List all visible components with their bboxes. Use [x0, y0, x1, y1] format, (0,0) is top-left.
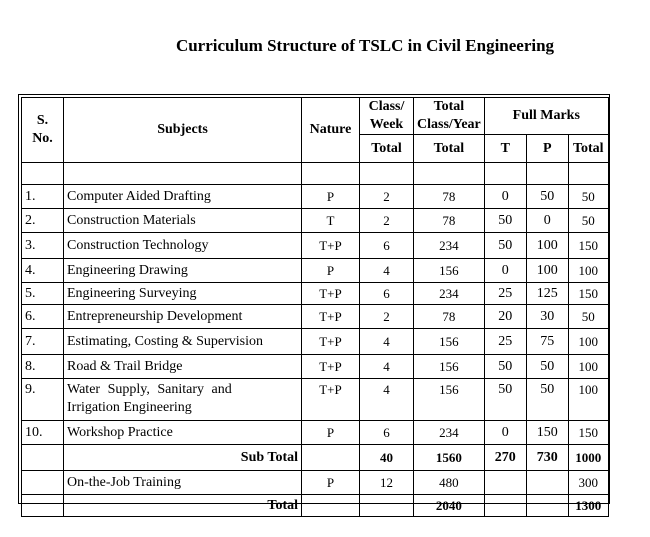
cell-week: 6	[360, 233, 414, 259]
curriculum-table	[21, 97, 609, 517]
cell-week: 2	[360, 209, 414, 233]
cell-t: 0	[484, 421, 526, 445]
header-sno: S. No.	[22, 98, 64, 163]
header-year-total: Total	[414, 135, 485, 163]
cell-sno: 6.	[22, 305, 64, 329]
cell-t: 50	[484, 209, 526, 233]
header-full-marks: Full Marks	[484, 98, 608, 135]
cell-p: 100	[526, 233, 568, 259]
cell-t: 25	[484, 283, 526, 305]
grand-total-year: 2040	[414, 495, 485, 517]
cell-sno: 1.	[22, 185, 64, 209]
cell-sno: 3.	[22, 233, 64, 259]
cell-nature: T+P	[302, 329, 360, 355]
cell-sno: 5.	[22, 283, 64, 305]
cell-p: 0	[526, 209, 568, 233]
cell-t: 25	[484, 329, 526, 355]
cell-year: 234	[414, 233, 485, 259]
cell-subject: Computer Aided Drafting	[64, 185, 302, 209]
cell-year: 156	[414, 259, 485, 283]
cell-nature: T+P	[302, 233, 360, 259]
cell-week: 2	[360, 305, 414, 329]
cell-subject: Construction Materials	[64, 209, 302, 233]
cell-week: 4	[360, 355, 414, 379]
cell-nature: T	[302, 209, 360, 233]
ojt-row	[22, 471, 609, 495]
grand-total-marks: 1300	[568, 495, 608, 517]
header-marks-total: Total	[568, 135, 608, 163]
document-title: Curriculum Structure of TSLC in Civil Engineering	[175, 36, 555, 55]
subtotal-year: 1560	[414, 445, 485, 471]
table-row	[22, 355, 609, 379]
table-row	[22, 305, 609, 329]
cell-p: 150	[526, 421, 568, 445]
cell-p: 75	[526, 329, 568, 355]
cell-week: 2	[360, 185, 414, 209]
cell-total: 100	[568, 379, 608, 421]
cell-t: 50	[484, 379, 526, 421]
cell-sno: 8.	[22, 355, 64, 379]
table-row	[22, 259, 609, 283]
cell-t: 50	[484, 233, 526, 259]
subtotal-p: 730	[526, 445, 568, 471]
table-row	[22, 379, 609, 421]
cell-p: 50	[526, 379, 568, 421]
ojt-total: 300	[568, 471, 608, 495]
cell-sno: 10.	[22, 421, 64, 445]
table-row	[22, 421, 609, 445]
ojt-subject: On-the-Job Training	[64, 471, 302, 495]
ojt-week: 12	[360, 471, 414, 495]
ojt-year: 480	[414, 471, 485, 495]
cell-p: 30	[526, 305, 568, 329]
ojt-nature: P	[302, 471, 360, 495]
cell-total: 100	[568, 329, 608, 355]
cell-week: 4	[360, 329, 414, 355]
cell-t: 0	[484, 259, 526, 283]
cell-year: 234	[414, 421, 485, 445]
subtotal-week: 40	[360, 445, 414, 471]
cell-p: 50	[526, 355, 568, 379]
cell-subject	[64, 379, 302, 421]
header-p: P	[526, 135, 568, 163]
cell-week: 6	[360, 283, 414, 305]
header-row-1	[22, 98, 609, 135]
cell-p: 100	[526, 259, 568, 283]
grand-total-label: Total	[64, 495, 302, 517]
cell-t: 20	[484, 305, 526, 329]
cell-year: 78	[414, 209, 485, 233]
header-class-week: Class/ Week	[360, 98, 414, 135]
cell-p: 50	[526, 185, 568, 209]
cell-sno: 2.	[22, 209, 64, 233]
cell-total: 150	[568, 283, 608, 305]
cell-subject: Estimating, Costing & Supervision	[64, 329, 302, 355]
cell-subject: Engineering Drawing	[64, 259, 302, 283]
cell-year: 156	[414, 379, 485, 421]
table-row	[22, 283, 609, 305]
cell-nature: P	[302, 259, 360, 283]
subtotal-t: 270	[484, 445, 526, 471]
cell-total: 100	[568, 355, 608, 379]
cell-total: 150	[568, 233, 608, 259]
cell-total: 150	[568, 421, 608, 445]
cell-total: 50	[568, 209, 608, 233]
subtotal-label: Sub Total	[64, 445, 302, 471]
cell-nature: T+P	[302, 355, 360, 379]
cell-subject-line2: Irrigation Engineering	[67, 400, 192, 415]
cell-p: 125	[526, 283, 568, 305]
cell-nature: T+P	[302, 379, 360, 421]
cell-year: 156	[414, 355, 485, 379]
table-row	[22, 185, 609, 209]
cell-nature: T+P	[302, 283, 360, 305]
cell-total: 50	[568, 305, 608, 329]
cell-subject: Road & Trail Bridge	[64, 355, 302, 379]
table-row	[22, 233, 609, 259]
cell-week: 4	[360, 379, 414, 421]
cell-sno: 4.	[22, 259, 64, 283]
cell-subject: Workshop Practice	[64, 421, 302, 445]
cell-subject: Construction Technology	[64, 233, 302, 259]
cell-sno: 9.	[22, 379, 64, 421]
cell-year: 156	[414, 329, 485, 355]
cell-t: 0	[484, 185, 526, 209]
cell-subject-line1: Water Supply, Sanitary and	[67, 382, 232, 397]
cell-subject: Engineering Surveying	[64, 283, 302, 305]
cell-year: 234	[414, 283, 485, 305]
cell-sno: 7.	[22, 329, 64, 355]
header-t: T	[484, 135, 526, 163]
cell-total: 50	[568, 185, 608, 209]
cell-nature: P	[302, 185, 360, 209]
cell-week: 6	[360, 421, 414, 445]
header-nature: Nature	[302, 98, 360, 163]
cell-nature: P	[302, 421, 360, 445]
cell-week: 4	[360, 259, 414, 283]
table-row	[22, 329, 609, 355]
cell-subject: Entrepreneurship Development	[64, 305, 302, 329]
header-total-class-year: Total Class/Year	[414, 98, 485, 135]
subtotal-total: 1000	[568, 445, 608, 471]
subtotal-row	[22, 445, 609, 471]
cell-year: 78	[414, 305, 485, 329]
header-subjects: Subjects	[64, 98, 302, 163]
cell-year: 78	[414, 185, 485, 209]
spacer-row	[22, 163, 609, 185]
grand-total-row	[22, 495, 609, 517]
cell-t: 50	[484, 355, 526, 379]
cell-nature: T+P	[302, 305, 360, 329]
table-row	[22, 209, 609, 233]
cell-total: 100	[568, 259, 608, 283]
header-week-total: Total	[360, 135, 414, 163]
